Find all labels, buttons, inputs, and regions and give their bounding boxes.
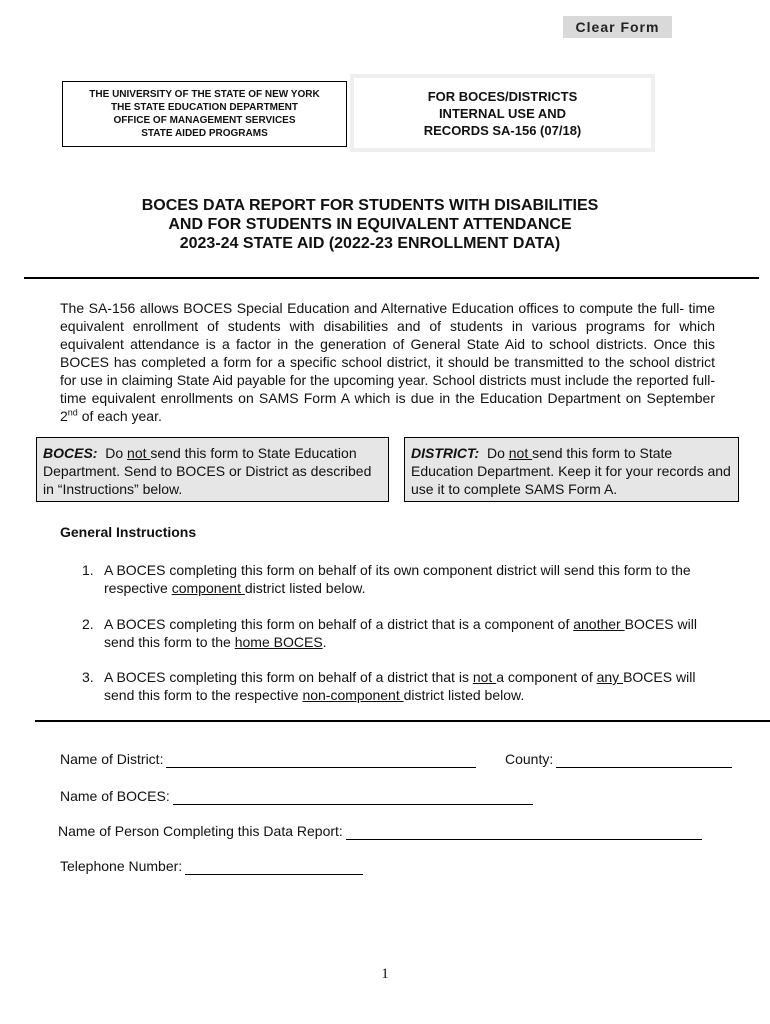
internal-use-inner — [354, 78, 651, 148]
district-notice-label: DISTRICT: — [411, 445, 480, 461]
instruction-item — [82, 668, 722, 704]
agency-line: STATE AIDED PROGRAMS — [141, 128, 268, 139]
instruction-underlined: non-component — [302, 687, 404, 703]
boces-name-input[interactable] — [173, 790, 533, 805]
person-name-input[interactable] — [346, 825, 702, 840]
instruction-text — [104, 561, 722, 597]
clear-form-button[interactable]: Clear Form — [563, 16, 672, 38]
instruction-segment: BOCES will send this form to the respective — [104, 669, 696, 703]
intro-text: The SA-156 allows BOCES Special Education and Alternative Education offices to compute the full- time equivalent enrollment of students with disabilities and of students in various programs for which equivalent attendance is a factor in the generation of General State Aid to school districts. Once this BOCES has completed a form for a specific school district, it should be transmitted to the school district for use in claiming State Aid payable for the upcoming year. School districts must include the reported full-time equivalent enrollments on SAMS Form A which is due in the Education Department on September 2 — [60, 300, 715, 424]
boces-label: Name of BOCES: — [60, 788, 170, 804]
title-line: BOCES DATA REPORT FOR STUDENTS WITH DISABILITIES — [141, 197, 599, 214]
telephone-input[interactable] — [185, 860, 363, 875]
use-line: FOR BOCES/DISTRICTS — [427, 88, 578, 104]
title-line: AND FOR STUDENTS IN EQUIVALENT ATTENDANCE — [168, 216, 572, 233]
instruction-number: 3. — [82, 669, 94, 685]
district-notice-box — [404, 437, 739, 502]
instruction-item — [82, 561, 722, 597]
use-line: INTERNAL USE AND — [438, 105, 567, 121]
person-field-row — [58, 822, 702, 840]
instruction-underlined: component — [171, 580, 245, 596]
phone-field-row — [60, 857, 363, 875]
phone-label: Telephone Number: — [60, 858, 183, 874]
boces-notice-label: BOCES: — [43, 445, 98, 461]
county-field-row — [505, 750, 732, 768]
page-number: 1 — [381, 966, 389, 982]
instruction-underlined: another — [573, 616, 625, 632]
agency-line: THE UNIVERSITY OF THE STATE OF NEW YORK — [89, 89, 320, 100]
instruction-number: 1. — [82, 562, 94, 578]
notice-text: Do — [97, 445, 128, 461]
notice-text: send this form to State Education Department. Send to BOCES or District as described in “Instructions” below. — [43, 445, 372, 497]
agency-line: OFFICE OF MANAGEMENT SERVICES — [113, 115, 296, 126]
instruction-underlined: not — [472, 669, 497, 685]
instruction-underlined: home BOCES — [234, 634, 323, 650]
instruction-underlined: any — [596, 669, 624, 685]
instruction-text — [104, 668, 722, 704]
intro-tail: of each year. — [77, 408, 162, 424]
district-field-row — [60, 750, 476, 768]
instruction-segment: a component of — [496, 669, 597, 685]
instruction-segment: district listed below. — [244, 580, 366, 596]
instruction-number: 2. — [82, 616, 94, 632]
instruction-segment: A BOCES completing this form on behalf of a district that is — [104, 669, 473, 685]
instruction-item — [82, 615, 722, 651]
county-input[interactable] — [556, 753, 732, 768]
notice-emphasis: not — [127, 445, 151, 461]
agency-line: THE STATE EDUCATION DEPARTMENT — [110, 102, 299, 113]
instruction-segment: . — [322, 634, 327, 650]
instruction-segment: A BOCES completing this form on behalf of its own component district will send this form to the respective — [104, 562, 691, 596]
divider-rule — [35, 720, 770, 722]
district-name-input[interactable] — [166, 753, 476, 768]
instructions-heading: General Instructions — [60, 524, 197, 540]
instruction-segment: BOCES will send this form to the — [104, 616, 697, 650]
intro-superscript: nd — [67, 407, 78, 418]
intro-paragraph — [60, 299, 715, 425]
instruction-segment: A BOCES completing this form on behalf of a district that is a component of — [104, 616, 574, 632]
title-line: 2023-24 STATE AID (2022-23 ENROLLMENT DATA) — [179, 235, 561, 252]
notice-text: Do — [479, 445, 509, 461]
county-label: County: — [505, 751, 554, 767]
agency-header-box — [62, 81, 347, 147]
notice-text: send this form to State Education Department. Keep it for your records and use it to complete SAMS Form A. — [411, 445, 731, 497]
boces-field-row — [60, 787, 533, 805]
internal-use-box — [350, 74, 655, 152]
report-title — [60, 196, 680, 253]
person-label: Name of Person Completing this Data Report: — [58, 823, 343, 839]
instruction-segment: district listed below. — [403, 687, 525, 703]
divider-rule — [24, 277, 759, 279]
instruction-text — [104, 615, 722, 651]
district-label: Name of District: — [60, 751, 164, 767]
notice-emphasis: not — [508, 445, 533, 461]
boces-notice-box — [36, 437, 389, 502]
use-line: RECORDS SA-156 (07/18) — [423, 122, 582, 138]
